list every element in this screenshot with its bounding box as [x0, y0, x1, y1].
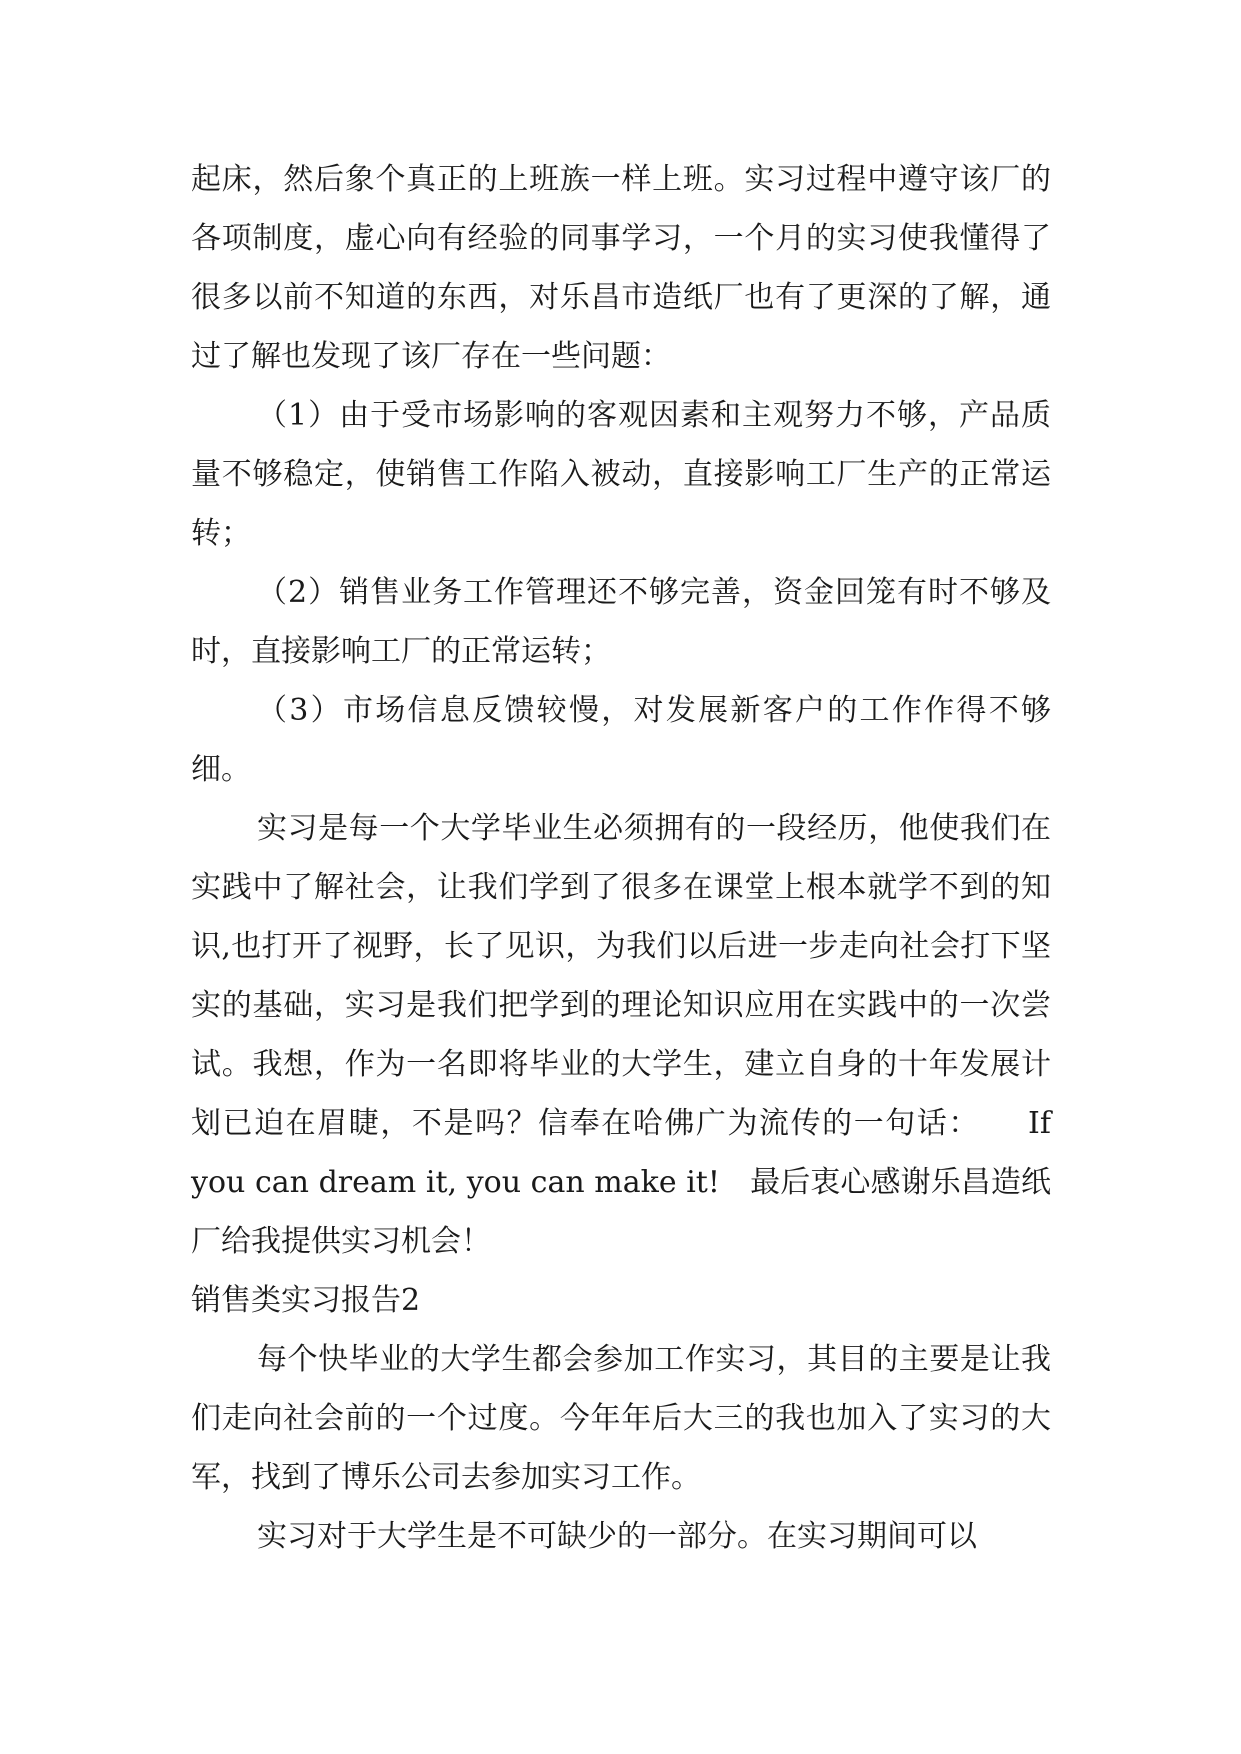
- paragraph-importance: 实习对于大学生是不可缺少的一部分。在实习期间可以: [257, 1519, 977, 1554]
- paragraph-issue-1: （1）由于受市场影响的客观因素和主观努力不够，产品质量不够稳定，使销售工作陷入被动，直接影响工厂生产的正常运转；: [191, 398, 1051, 551]
- paragraph-reflection: 实习是每一个大学毕业生必须拥有的一段经历，他使我们在实践中了解社会，让我们学到了很多在课堂上根本就学不到的知识,也打开了视野，长了见识，为我们以后进一步走向社会打下坚实的基础，实习是我们把学到的理论知识应用在实践中的一次尝试。我想，作为一名即将毕业的大学生，建立自身的十年发展计划已迫在眉睫，不是吗？信奉在哈佛广为流传的一句话： If you can dream it, you can make it! 最后衷心感谢乐昌造纸厂给我提供实习机会！: [191, 811, 1061, 1259]
- paragraph-issue-3: （3）市场信息反馈较慢，对发展新客户的工作作得不够细。: [191, 693, 1051, 787]
- paragraph-issue-2: （2）销售业务工作管理还不够完善，资金回笼有时不够及时，直接影响工厂的正常运转；: [191, 575, 1051, 669]
- section-heading: 销售类实习报告2: [191, 1283, 421, 1318]
- paragraph-continuation: 起床，然后象个真正的上班族一样上班。实习过程中遵守该厂的各项制度，虚心向有经验的同事学习，一个月的实习使我懂得了很多以前不知道的东西，对乐昌市造纸厂也有了更深的了解，通过了解也发现了该厂存在一些问题：: [191, 162, 1051, 374]
- paragraph-intro: 每个快毕业的大学生都会参加工作实习，其目的主要是让我们走向社会前的一个过度。今年年后大三的我也加入了实习的大军，找到了博乐公司去参加实习工作。: [191, 1342, 1051, 1495]
- document-body: [191, 150, 1061, 1566]
